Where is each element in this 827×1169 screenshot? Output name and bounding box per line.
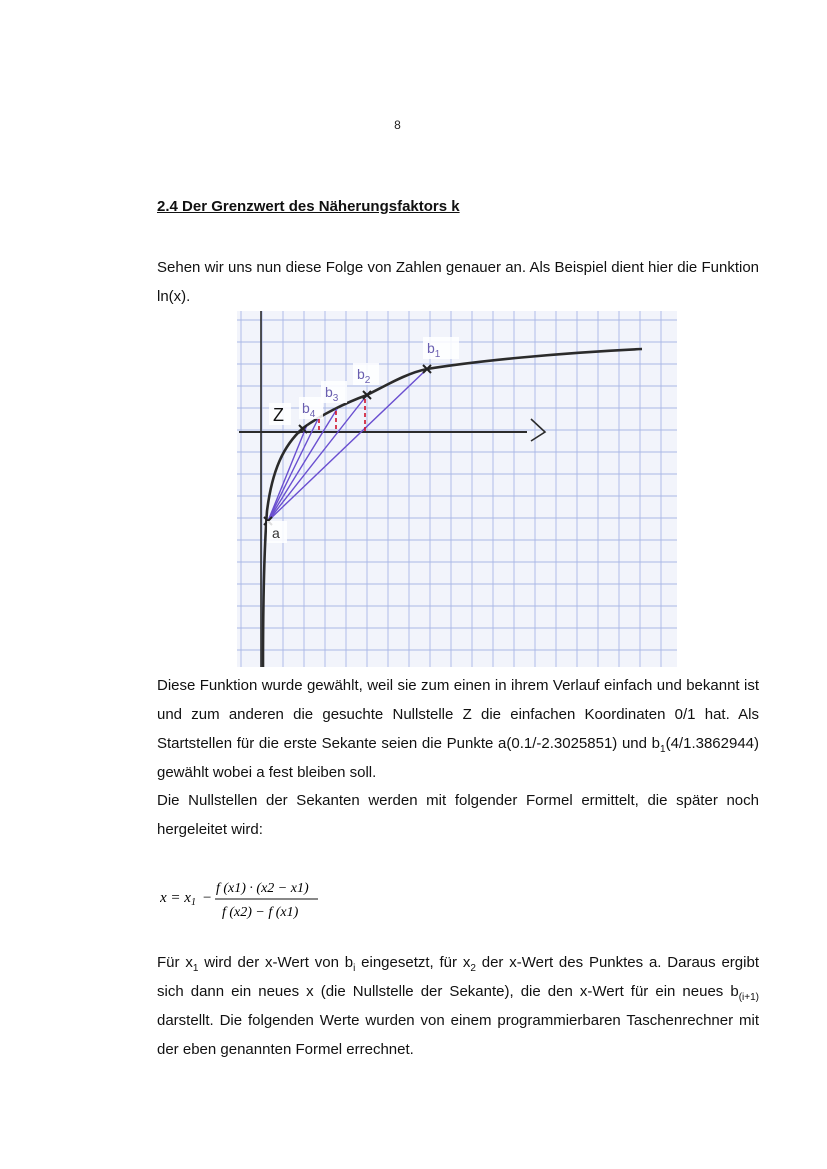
page-number: 8 [394,118,401,132]
formula-denominator: f (x2) − f (x1) [222,905,299,920]
paragraph-function-choice-text-1: Diese Funktion wurde gewählt, weil sie zum einen in ihrem Verlauf einfach und bekannt ist und zum anderen die gesuchte Nullstelle Z die einfachen Koordinaten 0/1 hat. Als Startstellen für die erste Sekante seien die Punkte a(0.1/-2.3025851) und b [157,677,759,752]
ln-graph-figure [237,311,677,667]
paragraph-function-choice-text-2: (4/1.3862944) gewählt wobei a fest bleiben soll. [157,735,759,781]
iteration-text-4: der x-Wert des Punktes a. Daraus ergibt sich dann ein neues x (die Nullstelle der Sekante), die den x-Wert für ein neues b [157,954,759,1000]
subscript-i: i [353,963,356,974]
paragraph-formula-intro: Die Nullstellen der Sekanten werden mit folgender Formel ermittelt, die später noch hergeleitet wird: [157,792,759,838]
intro-paragraph: Sehen wir uns nun diese Folge von Zahlen genauer an. Als Beispiel dient hier die Funktion ln(x). [157,259,759,305]
paragraph-function-choice [157,671,759,787]
iteration-text-5: darstellt. Die folgenden Werte wurden von einem programmierbaren Taschenrechner mit der eben genannten Formel errechnet. [157,1012,759,1058]
label-a: a [272,525,280,541]
subscript-x2: 2 [470,963,476,974]
formula-minus: − [203,890,212,906]
subscript-1: 1 [660,744,666,755]
paragraph-iteration [157,948,759,1064]
label-b3: $b_3$ [325,384,339,404]
label-b1: $b_1$ [427,340,441,360]
label-b2: $b_2$ [357,366,371,386]
subscript-i-plus-1: (i+1) [738,992,759,1003]
iteration-text-2: wird der x-Wert von b [198,954,354,971]
section-heading: 2.4 Der Grenzwert des Näherungsfaktors k [157,198,460,215]
label-z: Z [273,405,284,425]
subscript-x1: 1 [192,963,199,974]
iteration-text-3: eingesetzt, für x [355,954,471,971]
iteration-text-1: Für x [157,954,193,971]
secant-root-formula [160,874,360,924]
formula-numerator: f (x1) · (x2 − x1) [216,881,309,896]
formula-lhs: $x = x_1$ [160,890,196,908]
label-b4: $b_4$ [302,400,316,420]
